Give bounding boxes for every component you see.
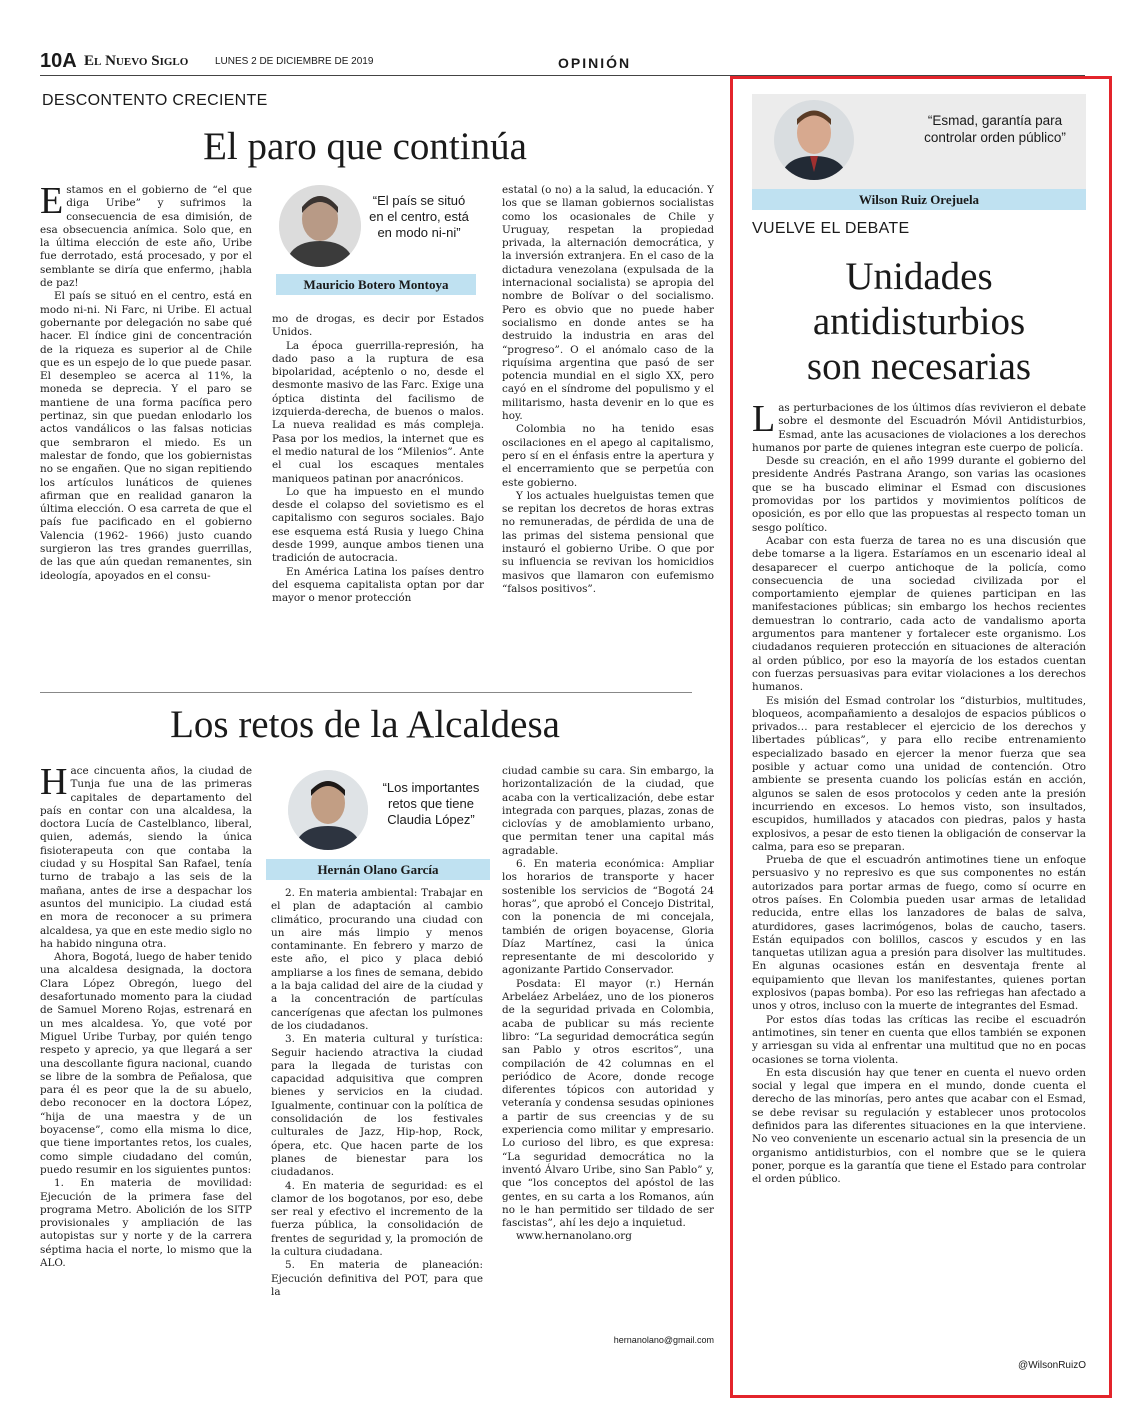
article1-paragraph: La época guerrilla-represión, ha dado paso a la ruptura de esa bipolaridad, acéptenlo o no, desde el desmonte masivo de las Farc. Exige una óptica distinta del facilismo de izquierda-derecha, de buenos o malos. La nueva realidad es más compleja. Pasa por los medios, la internet que es el medio natural de los “Milenios”. Ante el cual los escaques mentales maniqueos patinan por anacrónicos. [272, 339, 484, 485]
author-portrait-icon [774, 100, 854, 180]
article3-body [752, 402, 1086, 1334]
article2-email: hernanolano@gmail.com [613, 1335, 714, 1345]
article3-paragraph: En esta discusión hay que tener en cuenta el nuevo orden social y legal que impera en el mundo, donde cuenta el derecho de las minorías, pero antes que acabar con el Esmad, se debe revisar su regulación y establecer unos protocolos definidos para las diferentes situaciones en la que interviene. No veo conveniente un escenario actual sin la presencia de un organismo antidisturbios, con el nombre que se le quiera poner, porque es la garantía que tiene el Estado para controlar el orden público. [752, 1066, 1086, 1186]
article1-paragraph: Y los actuales huelguistas temen que se repitan los decretos de horas extras no remuneradas, de pérdida de una de las primas del sistema pensional que instauró el gobierno Uribe. O que por su influencia se revivan los homicidios masivos que llamaron con eufemismo “falsos positivos”. [502, 489, 714, 595]
article2-title: Los retos de la Alcaldesa [170, 703, 560, 746]
author-photo [279, 185, 361, 267]
article2-paragraph: Ahora, Bogotá, luego de haber tenido una alcaldesa designada, la doctora Clara López Obregón, luego del desafortunado momento para la ciudad de Samuel Moreno Rojas, estrenará en un mes alcaldesa. Yo, que voté por Miguel Uribe Turbay, por quién tengo respeto y aprecio, ya que llegará a ser una descollante figura nacional, cuando se libre de la sombra de Peñalosa, que para él es peor que la de su abuelo, debo reconocer en la doctora López, “hija de una maestra y de un boyacense”, como ella misma lo dice, que tiene importantes retos, los cuales, como simple ciudadano del común, puedo resumir en los siguientes puntos: [40, 951, 252, 1176]
drop-cap: L [752, 402, 776, 440]
article3-paragraph: Desde su creación, en el año 1999 durante el gobierno del presidente Andrés Pastrana Arango, son varias las ocasiones que se ha buscado eliminar el Esmad con discusiones promovidas por los partidos y movimientos políticos de oposición, es por ello que las propuestas al respecto toman un sesgo político. [752, 455, 1086, 534]
author-portrait-icon [288, 770, 368, 850]
article2-paragraph: 1. En materia de movilidad: Ejecución de la primera fase del programa Metro. Abolición de los SITP provisionales y ampliación de las autopistas sur y norte y de la carrera séptima hacia el norte, lo mismo que la ALO. [40, 1177, 252, 1269]
article1-paragraph: mo de drogas, es decir por Estados Unidos. [272, 313, 484, 339]
article2-column-2 [271, 887, 483, 1355]
article1-pull-quote: “El país se situó en el centro, está en modo ni-ni” [369, 193, 469, 240]
article3-paragraph: Por estos días todas las críticas las recibe el escuadrón antimotines, sin tener en cuenta que ellos también se exponen y arriesgan su vida al enfrentar una multitud que no en pocas ocasiones se torna violenta. [752, 1013, 1086, 1066]
article-divider [40, 692, 692, 693]
article3-pull-quote: “Esmad, garantía para controlar orden público” [924, 113, 1066, 145]
article1-column-1 [40, 184, 252, 682]
article2-paragraph: 3. En materia cultural y turística: Seguir haciendo atractiva la ciudad para la llegada de turistas con capacidad adquisitiva que compren bienes y servicios en la ciudad. Igualmente, continuar con la política de consolidación de los festivales culturales de Jazz, Hip-hop, Rock, ópera, etc. Que hacen parte de los planes de bienestar para los ciudadanos. [271, 1033, 483, 1179]
article2-author-box [266, 764, 490, 880]
article1-kicker: DESCONTENTO CRECIENTE [42, 92, 268, 109]
article3-title-line: antidisturbios [812, 300, 1026, 343]
page-header [40, 52, 1085, 76]
article3-paragraph: Acabar con esta fuerza de tarea no es una discusión que debe tomarse a la ligera. Estaríamos en un escenario ideal al desaparecer el cuerpo antichoque de la policía, como consecuencia de una sociedad civilizada por el comportamiento ejemplar de quienes participan en las manifestaciones públicas; sin embargo los hechos recientes demuestran lo contrario, cada acto de vandalismo aporta argumentos para mantener y fortalecer este organismo. Los ciudadanos requieren protección en situaciones de alteración al orden público, por eso la mayoría de los estados cuentan con fuerzas persuasivas para evitar violaciones a los derechos humanos. [752, 534, 1086, 694]
issue-date: LUNES 2 DE DICIEMBRE DE 2019 [215, 56, 374, 67]
article1-paragraph: El país se situó en el centro, está en modo ni-ni. Ni Farc, ni Uribe. El actual gobernante por delegación no sabe qué hacer. El índice gini de concentración de la riqueza es superior al de Chile que es un espejo de lo que puede pasar. El desempleo se acerca al 11%, la moneda se deprecia. Y el paro se mantiene de una forma pacífica pero pertinaz, sin que puedan enlodarlo los actos vandálicos o las falsas noticias que sembraron el miedo. Es un malestar de fondo, que los gobiernistas no se engañen. Que no sigan repitiendo los artículos lunáticos de quienes afirman que en realidad ganaron la última elección. O esa carreta de que el país fue pacificado en el gobierno Valencia (1962- 1966) justo cuando surgieron las tres grandes guerrillas, de las que aún quedan remanentes, sin ideología, apoyados en el consu- [40, 290, 252, 582]
article3-author-name: Wilson Ruiz Orejuela [752, 189, 1086, 210]
article1-title: El paro que continúa [203, 125, 527, 168]
author-photo [288, 770, 368, 850]
article1-column-3 [502, 184, 714, 682]
article2-paragraph: Posdata: El mayor (r.) Hernán Arbeláez Arbeláez, uno de los pioneros de la seguridad privada en Colombia, acaba de publicar su más reciente libro: “La seguridad democrática según san Pablo y otros escritos”, una compilación de 42 columnas en el periódico de Acore, donde recoge diferentes tópicos con autoridad y veteranía y condensa sesudas opiniones a partir de sus creencias y de su experiencia como militar y empresario. Lo curioso del libro, es que expresa: “La seguridad democrática no la inventó Álvaro Uribe, sino San Pablo” y, que “los conceptos del apóstol de las gentes, en su carta a los Romanos, aún no le han permitido ser tildado de ser fascistas”, ahí les dejo a inquietud. [502, 977, 714, 1230]
article2-paragraph [40, 765, 252, 951]
article2-paragraph: 6. En materia económica: Ampliar los horarios de transporte y hacer sostenible los servicios de “Bogotá 24 horas”, que aprobó el Concejo Distrital, con la ponencia de mi concejala, también de origen boyacense, Gloria Díaz Martínez, casi la única representante de mi descolorido y agonizante Partido Conservador. [502, 858, 714, 977]
article2-paragraph: ciudad cambie su cara. Sin embargo, la horizontalización de la ciudad, que acaba con la verticalización, debe estar integrada con parques, plazas, zonas de ciclovías y de amoblamiento urbano, que permitan tener una capital más agradable. [502, 765, 714, 857]
article1-column-2 [272, 313, 484, 683]
article2-website: www.hernanolano.org [516, 1230, 632, 1243]
article3-paragraph: Es misión del Esmad controlar los “disturbios, multitudes, bloqueos, acompañamiento a desalojos de espacios públicos o privados… para restablecer el ejercicio de los derechos y libertades públicas”, y para ello recibe entrenamiento especializado basado en ejercer la menor fuerza que sea posible y actuar como una unidad de contención. Otro ambiente se presenta cuando los policías están en acción, algunos se salen de esos protocolos y ceden ante la presión incurriendo en excesos. Lo hemos visto, son insultados, escupidos, humillados y atacados con piedras, palos y hasta explosivos, a pesar de esto tienen la obligación de conservar la calma, para eso se preparan. [752, 694, 1086, 853]
article2-author-name: Hernán Olano García [266, 859, 490, 880]
article1-author-name: Mauricio Botero Montoya [276, 274, 476, 295]
newspaper-name: El Nuevo Siglo [84, 53, 189, 69]
article2-column-3 [502, 765, 714, 1337]
article2-pull-quote: “Los importantes retos que tiene Claudia López” [382, 780, 480, 827]
article1-paragraph: En América Latina los países dentro del esquema capitalista optan por dar mayor o menor protección [272, 565, 484, 605]
article3-title-line: Unidades [845, 255, 993, 298]
section-name: OPINIÓN [558, 55, 632, 71]
author-portrait-icon [279, 185, 361, 267]
article3-paragraph: Prueba de que el escuadrón antimotines tiene un enfoque persuasivo y no represivo es que sus componentes no están autorizados para portar armas de fuego, como sí ocurre en otros países. En Colombia pueden usar armas de letalidad reducida, entre ellas los lanzadores de balas de salva, aturdidores, gases lacrimógenos, bolas de caucho, tasers. Están equipados con bolillos, cascos y escudos y en las tanquetas utilizan agua a presión para disolver las multitudes. En algunas ocasiones están en desventaja frente al equipamiento que llevan los manifestantes, quienes portan explosivos (papas bomba). Por eso las refriegas han afectado a unos y otros, incluso con la muerte de integrantes del Esmad. [752, 854, 1086, 1013]
article1-paragraph: estatal (o no) a la salud, la educación. Y los que se llaman gobiernos socialistas como los ocasionales de Chile y Uruguay, respetan la propiedad privada, la alternación democrática, y la inversión extranjera. En el caso de la dictadura venezolana (expulsada de la internacional socialista) se apropia del nombre de Bolívar o del socialismo. Pero es obvio que no puede haber socialismo en donde antes se ha destruido la industria en aras del “progreso”. O el anómalo caso de la riquísima argentina que pasó de ser potencia mundial en el siglo XX, pero cayó en el síndrome del populismo y el militarismo, hasta devenir en lo que es hoy. [502, 184, 714, 423]
article1-paragraph: Colombia no ha tenido esas oscilaciones en el apego al capitalismo, pero sí en el énfasis entre la apertura y el encerramiento que se perpetúa con este gobierno. [502, 423, 714, 489]
article1-paragraph [40, 184, 252, 290]
article1-paragraph: Lo que ha impuesto en el mundo desde el colapso del sovietismo es el capitalismo con seguros sociales. Bajo ese esquema está Rusia y luego China desde 1999, aunque ambos tienen una tradición de autocracia. [272, 485, 484, 565]
article1-author-box [276, 181, 476, 295]
article2-paragraph: 5. En materia de planeación: Ejecución definitiva del POT, para que la [271, 1259, 483, 1298]
drop-cap: H [40, 765, 68, 803]
drop-cap: E [40, 184, 64, 222]
article3-paragraph [752, 402, 1086, 455]
article2-paragraph-text: ace cincuenta años, la ciudad de Tunja fue una de las primeras capitales de departamento del país en contar con una alcaldesa, la doctora Lucía de Castelblanco, liberal, quien, además, siendo la única fisioterapeuta con que contaba la ciudad y su Hospital San Rafael, tenía turno de trabajo a las seis de la mañana, antes de irse a despachar los asuntos del municipio. La ciudad está en mora de reconocer a su primera alcaldesa, ya que en este medio siglo no ha habido ninguna otra. [40, 765, 252, 950]
article3-author-box [752, 94, 1086, 210]
article3-author-handle: @WilsonRuizO [1018, 1360, 1086, 1371]
article3-title-line: son necesarias [806, 345, 1032, 388]
article2-paragraph: 4. En materia de seguridad: es el clamor de los bogotanos, por eso, debe ser real y efectivo el incremento de la fuerza pública, la consolidación de frentes de seguridad y, la promoción de la cultura ciudadana. [271, 1179, 483, 1259]
article3-kicker: VUELVE EL DEBATE [752, 220, 910, 237]
page-number: 10A [40, 50, 77, 72]
article2-paragraph: 2. En materia ambiental: Trabajar en el plan de adaptación al cambio climático, procurando una ciudad con un aire más limpio y menos contaminante. En febrero y marzo de este año, el pico y placa debió ampliarse a los fines de semana, debido a la baja calidad del aire de la ciudad y a la concentración de partículas cancerígenas que afectan los pulmones de los ciudadanos. [271, 887, 483, 1032]
article3-title [752, 254, 1086, 389]
article3-paragraph-text: as perturbaciones de los últimos días revivieron el debate sobre el desmonte del Escuadrón Móvil Antidisturbios, Esmad, ante las acusaciones de violaciones a los derechos humanos por parte de quienes integran este cuerpo de policía. [752, 402, 1086, 454]
article1-paragraph-text: stamos en el gobierno de “el que diga Uribe” y sufrimos la consecuencia de esa dimisión, de esa obsecuencia anímica. Solo que, en la última elección de este año, Uribe fue derrotado, está procesado, y por el semblante se diría que enfermo, ¡habla de paz! [40, 184, 252, 290]
author-photo [774, 100, 854, 180]
article2-column-1 [40, 765, 252, 1355]
